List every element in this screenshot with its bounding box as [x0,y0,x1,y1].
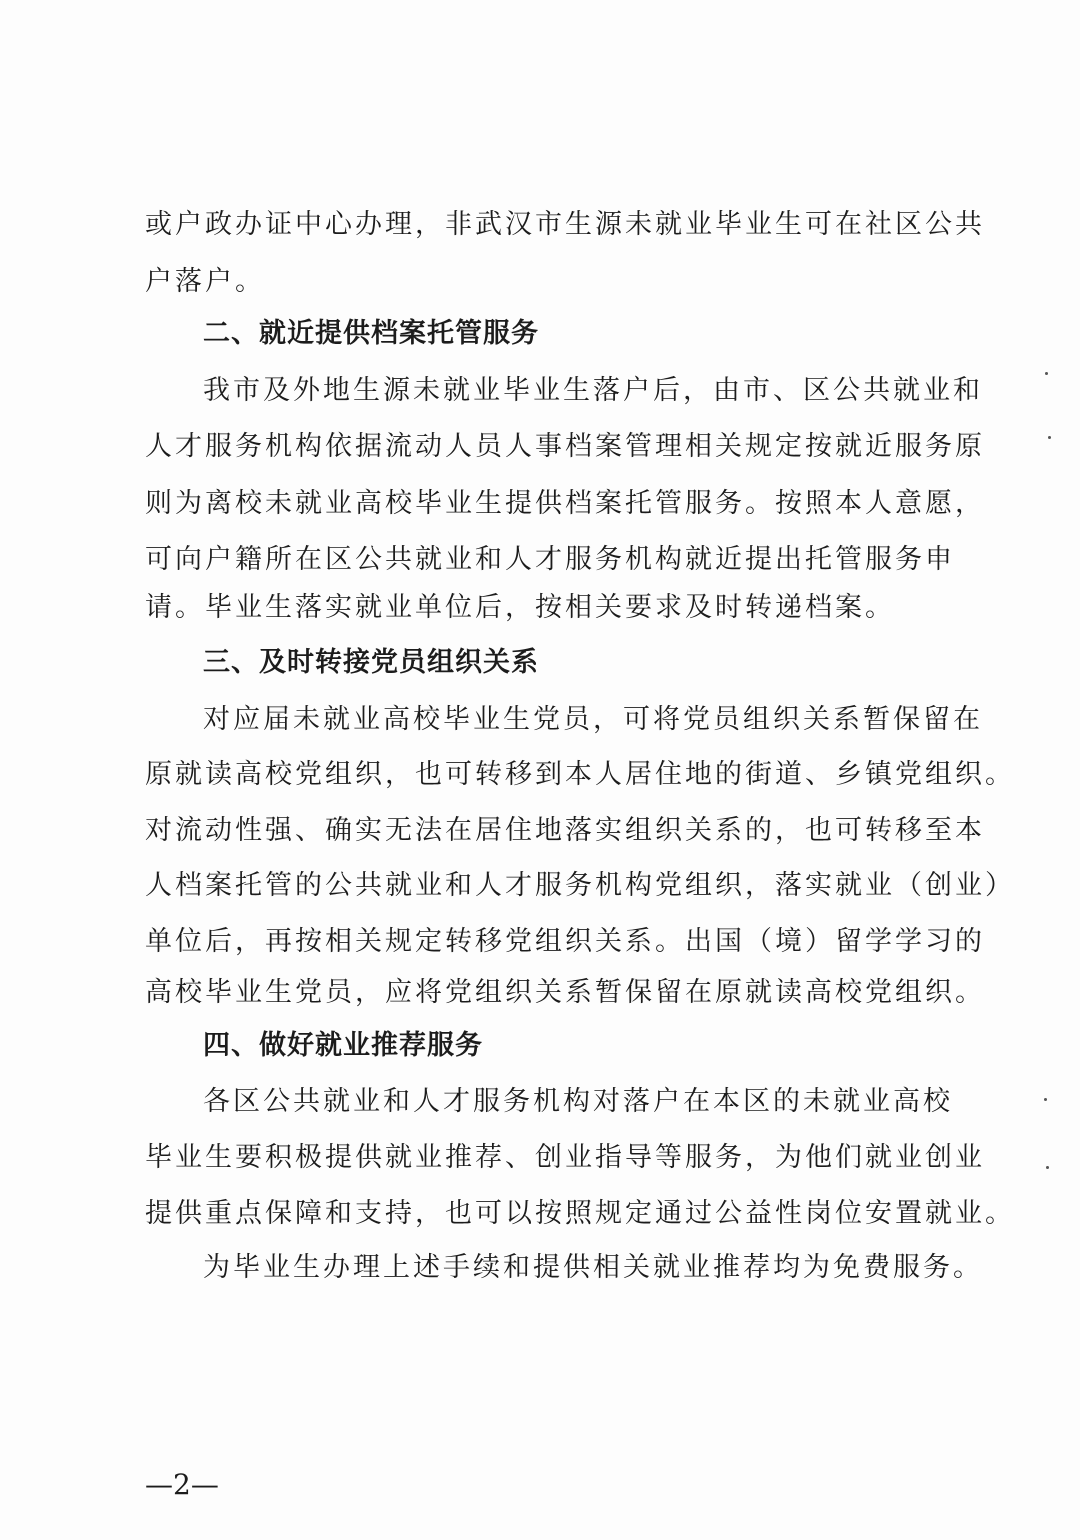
body-text-line: 人档案托管的公共就业和人才服务机构党组织，落实就业（创业） [145,870,1015,901]
page-number: —2— [145,1468,219,1501]
body-text-line: 毕业生要积极提供就业推荐、创业指导等服务，为他们就业创业 [145,1142,985,1173]
section-heading-4: 四、做好就业推荐服务 [203,1030,483,1061]
scan-speck [1045,372,1048,375]
body-text-line: 高校毕业生党员，应将党组织关系暂保留在原就读高校党组织。 [145,977,985,1008]
body-text-line: 对应届未就业高校毕业生党员，可将党员组织关系暂保留在 [203,704,983,735]
body-text-line: 提供重点保障和支持，也可以按照规定通过公益性岗位安置就业。 [145,1198,1015,1229]
section-heading-3: 三、及时转接党员组织关系 [203,647,539,678]
scan-speck [1044,1098,1047,1101]
body-text-line: 请。毕业生落实就业单位后，按相关要求及时转递档案。 [145,592,895,623]
scan-speck [1046,1166,1049,1169]
section-heading-2: 二、就近提供档案托管服务 [203,318,539,349]
body-text-line: 我市及外地生源未就业毕业生落户后，由市、区公共就业和 [203,375,983,406]
body-text-line: 或户政办证中心办理，非武汉市生源未就业毕业生可在社区公共 [145,209,985,240]
body-text-line: 原就读高校党组织，也可转移到本人居住地的街道、乡镇党组织。 [145,759,1015,790]
body-text-line: 可向户籍所在区公共就业和人才服务机构就近提出托管服务申 [145,544,955,575]
body-text-line: 对流动性强、确实无法在居住地落实组织关系的，也可转移至本 [145,815,985,846]
body-text-line: 人才服务机构依据流动人员人事档案管理相关规定按就近服务原 [145,431,985,462]
body-text-line: 为毕业生办理上述手续和提供相关就业推荐均为免费服务。 [203,1252,983,1283]
body-text-line: 单位后，再按相关规定转移党组织关系。出国（境）留学学习的 [145,926,985,957]
body-text-line: 则为离校未就业高校毕业生提供档案托管服务。按照本人意愿， [145,488,985,519]
scan-speck [1048,436,1051,439]
body-text-line: 户落户。 [145,266,265,297]
body-text-line: 各区公共就业和人才服务机构对落户在本区的未就业高校 [203,1086,953,1117]
